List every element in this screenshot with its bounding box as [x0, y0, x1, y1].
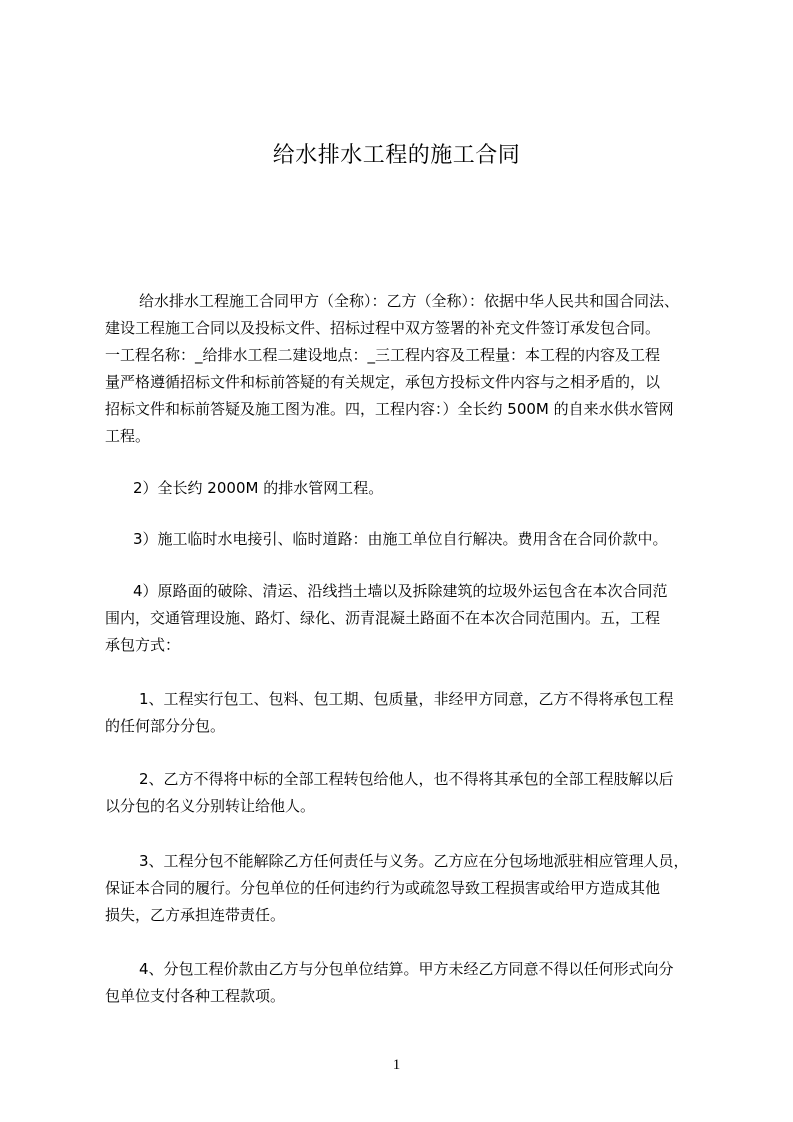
paragraph-item-3 — [105, 526, 715, 553]
document-title: 给水排水工程的施工合同 — [272, 143, 521, 168]
paragraph-line: 3）施工临时水电接引、临时道路：由施工单位自行解决。费用含在合同价款中。 — [133, 530, 668, 548]
paragraph-line: 4）原路面的破除、清运、沿线挡土墙以及拆除建筑的垃圾外运包含在本次合同范 — [133, 582, 668, 600]
paragraph-clause-3 — [105, 848, 715, 929]
paragraph-line: 2、乙方不得将中标的全部工程转包给他人，也不得将其承包的全部工程肢解以后 — [139, 770, 674, 788]
paragraph-preamble — [105, 288, 715, 450]
paragraph-line: 2）全长约 2000M 的排水管网工程。 — [133, 479, 384, 497]
paragraph-line: 1、工程实行包工、包料、包工期、包质量，非经甲方同意，乙方不得将承包工程 — [139, 690, 674, 708]
paragraph-line: 损失，乙方承担连带责任。 — [105, 906, 286, 924]
paragraph-line: 的任何部分分包。 — [105, 717, 226, 735]
paragraph-line: 4、分包工程价款由乙方与分包单位结算。甲方未经乙方同意不得以任何形式向分 — [139, 960, 674, 978]
paragraph-line: 包单位支付各种工程款项。 — [105, 987, 286, 1005]
paragraph-line: 给水排水工程施工合同甲方（全称）：乙方（全称）：依据中华人民共和国合同法、 — [139, 292, 680, 310]
paragraph-line: 量严格遵循招标文件和标前答疑的有关规定，承包方投标文件内容与之相矛盾的，以 — [105, 373, 661, 391]
paragraph-line: 一工程名称：_给排水工程二建设地点：_三工程内容及工程量：本工程的内容及工程 — [105, 346, 661, 364]
paragraph-line: 承包方式： — [105, 636, 181, 654]
paragraph-item-2 — [105, 475, 715, 502]
page-number: 1 — [392, 1057, 401, 1073]
paragraph-clause-4 — [105, 956, 715, 1010]
paragraph-line: 以分包的名义分别转让给他人。 — [105, 797, 316, 815]
paragraph-clause-2 — [105, 766, 715, 820]
paragraph-line: 3、工程分包不能解除乙方任何责任与义务。乙方应在分包场地派驻相应管理人员， — [139, 852, 689, 870]
paragraph-clause-1 — [105, 686, 715, 740]
paragraph-line: 工程。 — [105, 427, 151, 445]
paragraph-line: 保证本合同的履行。分包单位的任何违约行为或疏忽导致工程损害或给甲方造成其他 — [105, 879, 661, 897]
paragraph-line: 建设工程施工合同以及投标文件、招标过程中双方签署的补充文件签订承发包合同。 — [105, 319, 661, 337]
paragraph-line: 围内，交通管理设施、路灯、绿化、沥青混凝土路面不在本次合同范围内。五，工程 — [105, 609, 661, 627]
paragraph-line: 招标文件和标前答疑及施工图为准。四，工程内容：）全长约 500M 的自来水供水管网 — [105, 400, 674, 418]
paragraph-item-4 — [105, 578, 715, 659]
